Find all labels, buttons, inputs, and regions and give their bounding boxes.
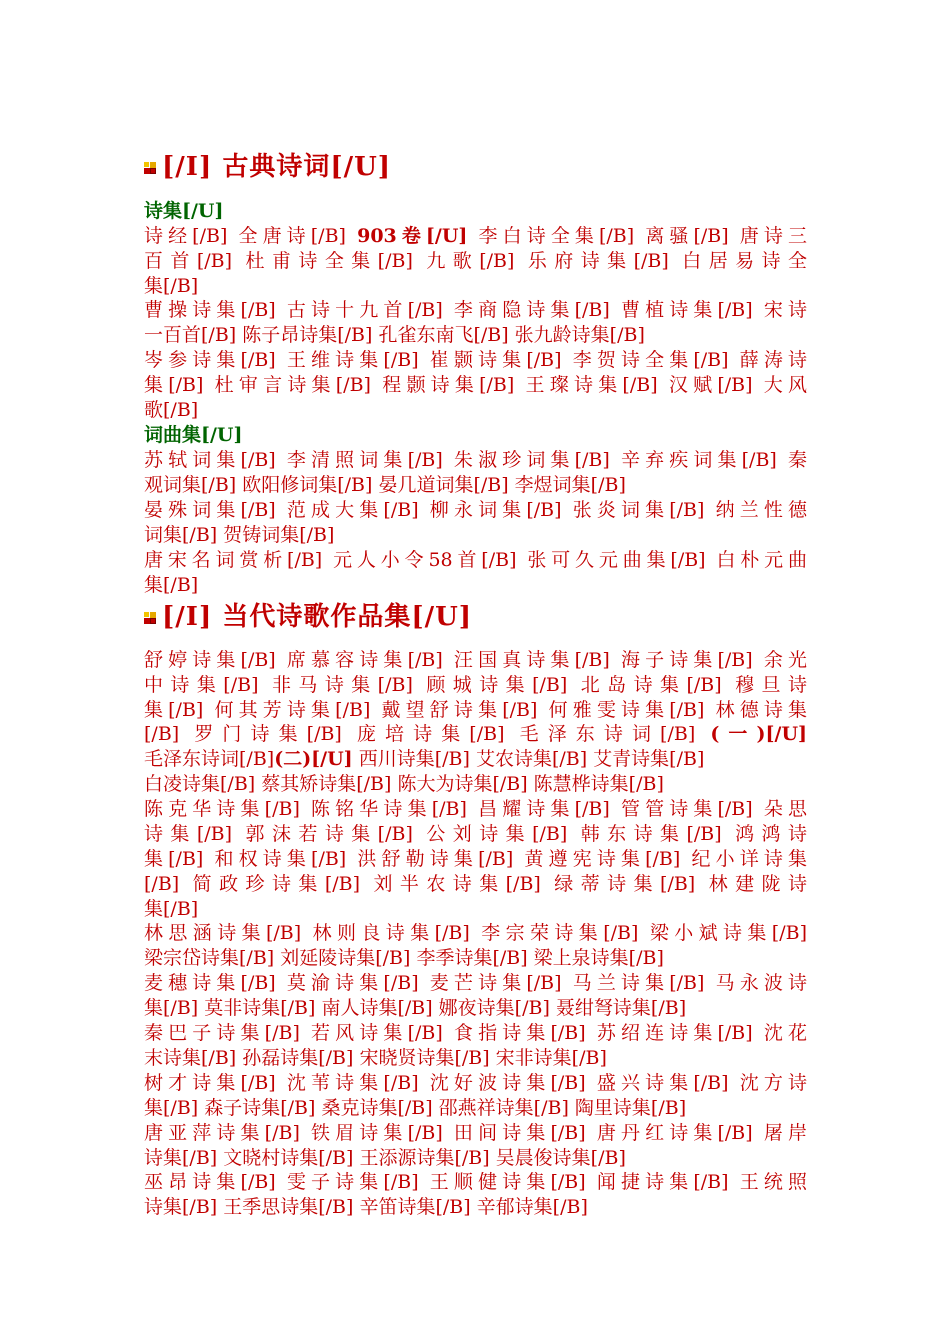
text-line: 唐亚萍诗集[/B] 铁眉诗集[/B] 田间诗集[/B] 唐丹红诗集[/B] 屠岸 [144,1122,807,1144]
section-bullet-icon [144,612,158,626]
section-heading-contemporary [144,596,472,633]
text-emphasis: (二)[/U] [274,748,353,770]
text-line: 诗集[/B] 文晓村诗集[/B] 王添源诗集[/B] 吴晨俊诗集[/B] [144,1147,626,1169]
text-line: 集[/B] [144,275,199,297]
text-line: 末诗集[/B] 孙磊诗集[/B] 宋晓贤诗集[/B] 宋非诗集[/B] [144,1047,607,1069]
text-line: 观词集[/B] 欧阳修词集[/B] 晏几道词集[/B] 李煜词集[/B] [144,474,626,496]
text-line: 曹操诗集[/B] 古诗十九首[/B] 李商隐诗集[/B] 曹植诗集[/B] 宋诗 [144,299,807,321]
text-line: 百首[/B] 杜甫诗全集[/B] 九歌[/B] 乐府诗集[/B] 白居易诗全 [144,250,807,272]
text-line: 集[/B] 森子诗集[/B] 桑克诗集[/B] 邵燕祥诗集[/B] 陶里诗集[/B] [144,1097,687,1119]
text-line: 白凌诗集[/B] 蔡其矫诗集[/B] 陈大为诗集[/B] 陈慧桦诗集[/B] [144,773,664,795]
text-line: 梁宗岱诗集[/B] 刘延陵诗集[/B] 李季诗集[/B] 梁上泉诗集[/B] [144,947,664,969]
text-line: 秦巴子诗集[/B] 若风诗集[/B] 食指诗集[/B] 苏绍连诗集[/B] 沈花 [144,1022,807,1044]
text-line: 集[/B] 和权诗集[/B] 洪舒勒诗集[/B] 黄遵宪诗集[/B] 纪小详诗集 [144,848,807,870]
text-line: 岑参诗集[/B] 王维诗集[/B] 崔颢诗集[/B] 李贺诗全集[/B] 薛涛诗 [144,349,807,371]
text-line: 集[/B] 莫非诗集[/B] 南人诗集[/B] 娜夜诗集[/B] 聂绀弩诗集[/B] [144,997,687,1019]
text-line: 中诗集[/B] 非马诗集[/B] 顾城诗集[/B] 北岛诗集[/B] 穆旦诗 [144,674,807,696]
section-bullet-icon [144,162,158,176]
text-line: 歌[/B] [144,399,199,421]
text-line: 巫昂诗集[/B] 雯子诗集[/B] 王顺健诗集[/B] 闻捷诗集[/B] 王统照 [144,1171,807,1193]
text-line: 毛泽东诗词[/B](二)[/U] 西川诗集[/B] 艾农诗集[/B] 艾青诗集[/B] [144,748,705,770]
subheading-ci-qu: 词曲集[/U] [144,424,243,446]
text-line: [/B] 简政珍诗集[/B] 刘半农诗集[/B] 绿蒂诗集[/B] 林建陇诗 [144,873,807,895]
text-line: 唐宋名词赏析[/B] 元人小令58首[/B] 张可久元曲集[/B] 白朴元曲 [144,549,807,571]
section-heading-classical [144,146,391,183]
text-line: 一百首[/B] 陈子昂诗集[/B] 孔雀东南飞[/B] 张九龄诗集[/B] [144,324,645,346]
section-title: [/I] 古典诗词[/U] [162,152,392,182]
text-line: 集[/B] [144,898,199,920]
text-line: 诗集[/B] 王季思诗集[/B] 辛笛诗集[/B] 辛郁诗集[/B] [144,1196,588,1218]
text-line: 苏轼词集[/B] 李清照词集[/B] 朱淑珍词集[/B] 辛弃疾词集[/B] 秦 [144,449,807,471]
text-line: 麦穗诗集[/B] 莫渝诗集[/B] 麦芒诗集[/B] 马兰诗集[/B] 马永波诗 [144,972,807,994]
section-title: [/I] 当代诗歌作品集[/U] [162,602,473,632]
text-emphasis: (一)[/U] [710,723,807,745]
text-line: 集[/B] 杜审言诗集[/B] 程颢诗集[/B] 王璨诗集[/B] 汉赋[/B] 大风 [144,374,807,396]
subheading-poetry: 诗集[/U] [144,200,224,222]
text-line: 诗集[/B] 郭沫若诗集[/B] 公刘诗集[/B] 韩东诗集[/B] 鸿鸿诗 [144,823,807,845]
text-line: 集[/B] 何其芳诗集[/B] 戴望舒诗集[/B] 何雅雯诗集[/B] 林德诗集 [144,699,807,721]
text-line: 晏殊词集[/B] 范成大集[/B] 柳永词集[/B] 张炎词集[/B] 纳兰性德 [144,499,807,521]
text-line: 林思涵诗集[/B] 林则良诗集[/B] 李宗荣诗集[/B] 梁小斌诗集[/B] [144,922,807,944]
text-line: 集[/B] [144,574,199,596]
text-emphasis: 903卷[/U] [357,225,468,247]
text-line: 诗经[/B] 全唐诗[/B] 903卷[/U] 李白诗全集[/B] 离骚[/B] 唐诗三 [144,225,807,247]
text-line: 树才诗集[/B] 沈苇诗集[/B] 沈好波诗集[/B] 盛兴诗集[/B] 沈方诗 [144,1072,807,1094]
text-line: 陈克华诗集[/B] 陈铭华诗集[/B] 昌耀诗集[/B] 管管诗集[/B] 朵思 [144,798,807,820]
text-line: 舒婷诗集[/B] 席慕容诗集[/B] 汪国真诗集[/B] 海子诗集[/B] 余光 [144,649,807,671]
text-line: 词集[/B] 贺铸词集[/B] [144,524,335,546]
text-line: [/B] 罗门诗集[/B] 庞培诗集[/B] 毛泽东诗词[/B] (一)[/U] [144,723,807,745]
